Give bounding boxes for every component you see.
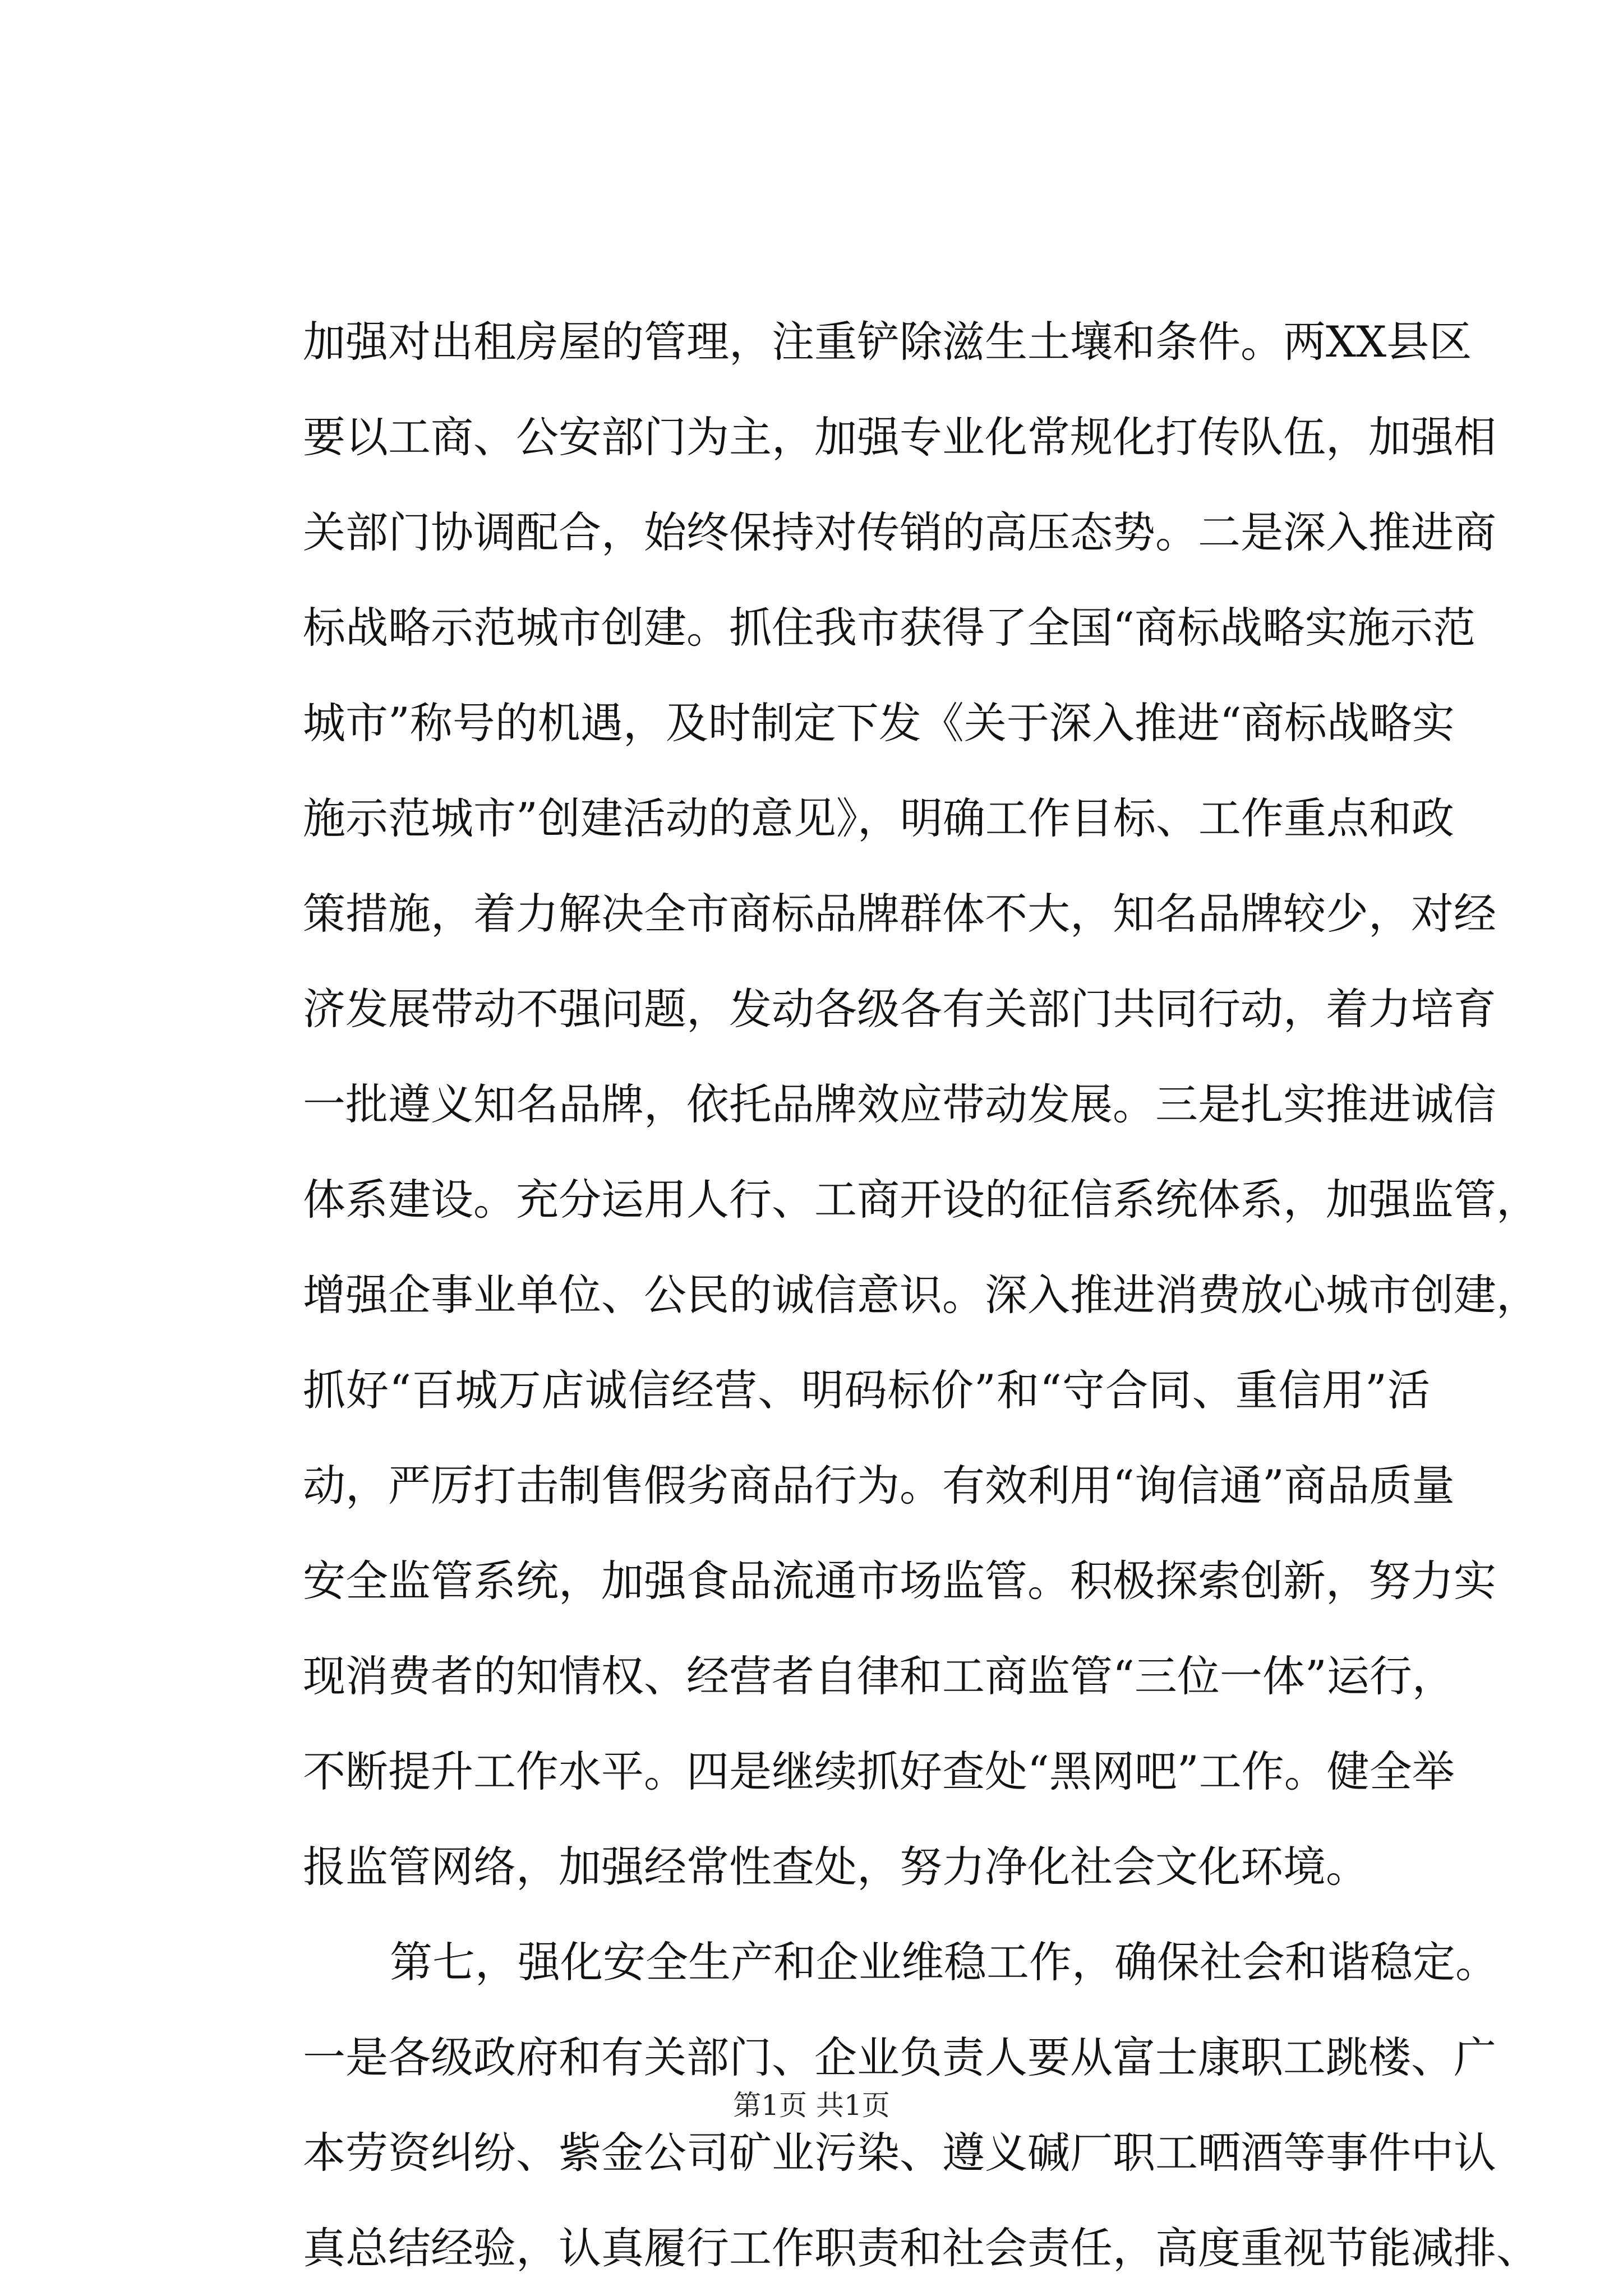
- text-line: 真总结经验，认真履行工作职责和社会责任，高度重视节能减排、: [303, 2223, 1539, 2273]
- text-line: 关部门协调配合，始终保持对传销的高压态势。二是深入推进商: [303, 507, 1496, 557]
- text-line: 一是各级政府和有关部门、企业负责人要从富士康职工跳楼、广: [303, 2032, 1496, 2082]
- text-line: 加强对出租房屋的管理，注重铲除滋生土壤和条件。两XX县区: [303, 317, 1472, 367]
- text-line: 济发展带动不强问题，发动各级各有关部门共同行动，着力培育: [303, 984, 1496, 1034]
- page-footer: [0, 2086, 1623, 2125]
- text-line: 策措施，着力解决全市商标品牌群体不大，知名品牌较少，对经: [303, 889, 1496, 939]
- text-line: 安全监管系统，加强食品流通市场监管。积极探索创新，努力实: [303, 1556, 1496, 1606]
- text-line: 动，严厉打击制售假劣商品行为。有效利用“询信通”商品质量: [303, 1461, 1455, 1510]
- text-line: 体系建设。充分运用人行、工商开设的征信系统体系，加强监管，: [303, 1175, 1539, 1225]
- text-line: 施示范城市”创建活动的意见》，明确工作目标、工作重点和政: [303, 793, 1454, 843]
- text-line: 要以工商、公安部门为主，加强专业化常规化打传队伍，加强相: [303, 412, 1496, 462]
- text-line: 城市”称号的机遇，及时制定下发《关于深入推进“商标战略实: [303, 698, 1455, 748]
- text-line: 本劳资纠纷、紫金公司矿业污染、遵义碱厂职工晒酒等事件中认: [303, 2128, 1496, 2178]
- text-line: 不断提升工作水平。四是继续抓好查处“黑网吧”工作。健全举: [303, 1747, 1455, 1796]
- text-line: 抓好“百城万店诚信经营、明码标价”和“守合同、重信用”活: [303, 1365, 1430, 1415]
- text-line: 标战略示范城市创建。抓住我市获得了全国“商标战略实施示范: [303, 603, 1476, 653]
- text-line: 现消费者的知情权、经营者自律和工商监管“三位一体”运行，: [303, 1651, 1455, 1701]
- text-line: 增强企事业单位、公民的诚信意识。深入推进消费放心城市创建，: [303, 1270, 1539, 1320]
- text-line: 一批遵义知名品牌，依托品牌效应带动发展。三是扎实推进诚信: [303, 1079, 1496, 1129]
- body-text: [303, 294, 1539, 2296]
- page-number-label: 第1页 共1页: [733, 2089, 890, 2122]
- text-line-paragraph-end: 报监管网络，加强经常性查处，努力净化社会文化环境。: [303, 1842, 1368, 1892]
- text-line-paragraph-start: 第七，强化安全生产和企业维稳工作，确保社会和谐稳定。: [390, 1937, 1498, 1987]
